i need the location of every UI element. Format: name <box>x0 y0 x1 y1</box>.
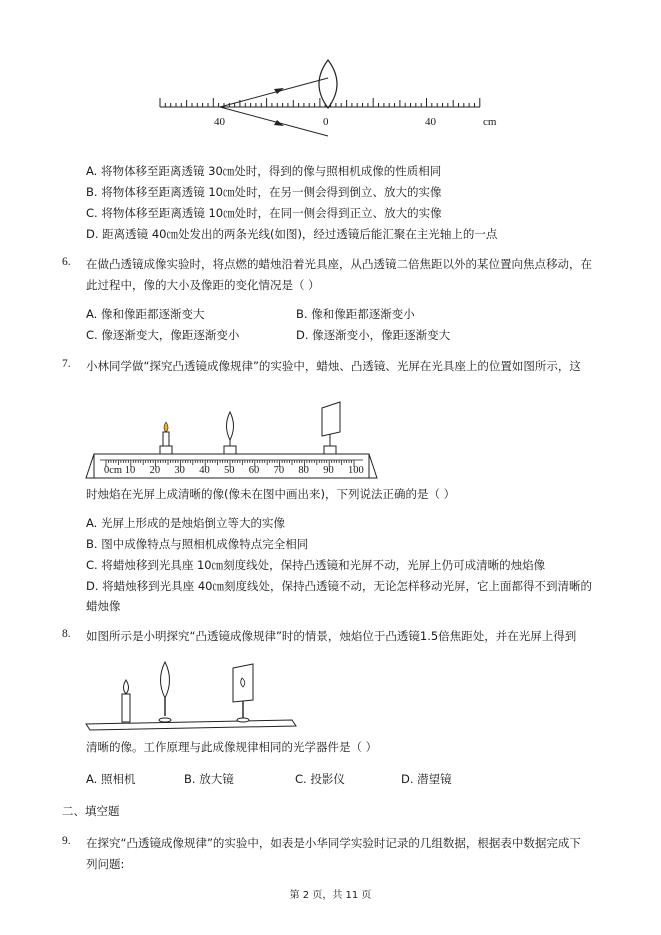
bench-tick-label: 70 <box>273 465 285 476</box>
candle-flame-icon <box>164 422 168 432</box>
q9-text-line1: 在探究“凸透镜成像规律”的实验中，如表是小华同学实验时记录的几组数据，根据表中数据完成下 <box>86 836 581 850</box>
q6-text-line2: 此过程中，像的大小及像距的变化情况是（ ） <box>86 278 320 292</box>
q5-option-a: A. 将物体移至距离透镜 30㎝处时，得到的像与照相机成像的性质相同 <box>86 164 442 178</box>
bench-tick-label: 30 <box>174 465 185 476</box>
q6-option-c: C. 像逐渐变大，像距逐渐变小 <box>86 328 240 342</box>
q8-option-d: D. 潜望镜 <box>401 772 452 786</box>
q7-number: 7. <box>62 358 71 370</box>
q7-option-c: C. 将蜡烛移到光具座 10㎝刻度线处，保持凸透镜和光屏不动，光屏上仍可成清晰的烛焰像 <box>86 558 546 572</box>
lens-ray-figure <box>150 58 510 133</box>
q8-option-a: A. 照相机 <box>86 772 136 786</box>
bench-tick-label: 10 <box>124 465 136 476</box>
q5-option-b: B. 将物体移至距离透镜 10㎝处时，在另一侧会得到倒立、放大的实像 <box>86 185 442 199</box>
q6-option-b: B. 像和像距都逐渐变小 <box>296 307 415 321</box>
candle-lens-screen-figure <box>86 654 298 734</box>
q7-option-d-cont: 蜡烛像 <box>86 599 121 613</box>
bench-base <box>86 720 296 730</box>
q9-number: 9. <box>62 835 71 847</box>
q7-text-line1: 小林同学做“探究凸透镜成像规律”的实验中，蜡烛、凸透镜、光屏在光具座上的位置如图所示，这 <box>86 359 581 373</box>
page-footer: 第 2 页，共 11 页 <box>289 890 372 901</box>
candle-stand <box>160 446 172 454</box>
axis-label-right: 40 <box>425 116 436 128</box>
q8-number: 8. <box>62 628 71 640</box>
q6-number: 6. <box>62 256 71 268</box>
bench-tick-label: 50 <box>224 465 235 476</box>
bench-tick-label: 40 <box>199 465 210 476</box>
q9-text-line2: 列问题: <box>86 857 125 871</box>
candle <box>163 432 169 446</box>
axis-label-left: 40 <box>214 116 225 128</box>
axis-unit: cm <box>483 116 497 128</box>
q8-text-line1: 如图所示是小明探究“凸透镜成像规律”时的情景，烛焰位于凸透镜1.5倍焦距处，并在光屏上得到 <box>86 629 577 643</box>
q6-option-a: A. 像和像距都逐渐变大 <box>86 307 205 321</box>
bench-tick-label: 0cm <box>104 465 123 476</box>
q6-option-d: D. 像逐渐变小，像距逐渐变大 <box>296 328 451 342</box>
q8-text-line2: 清晰的像。工作原理与此成像规律相同的光学器件是（ ） <box>86 740 378 754</box>
bench-tick-label: 60 <box>248 465 260 476</box>
lens-stand <box>224 446 236 454</box>
light-ray-upper <box>220 78 328 107</box>
candle-flame-icon <box>124 680 129 694</box>
q5-option-c: C. 将物体移至距离透镜 10㎝处时，在同一侧会得到正立、放大的实像 <box>86 206 442 220</box>
bench-tick-label: 20 <box>149 465 161 476</box>
ray-arrow-lower <box>274 120 284 126</box>
q7-option-b: B. 图中成像特点与照相机成像特点完全相同 <box>86 537 309 551</box>
axis-label-center: 0 <box>323 116 329 128</box>
bench-tick-label: 100 <box>348 465 364 476</box>
q8-option-b: B. 放大镜 <box>184 772 234 786</box>
section-heading: 二、填空题 <box>62 804 120 818</box>
bench-tick-label: 80 <box>298 465 309 476</box>
q7-option-a: A. 光屏上形成的是烛焰倒立等大的实像 <box>86 516 285 530</box>
light-ray-lower <box>220 107 328 136</box>
bench-tick-label: 90 <box>323 465 334 476</box>
q8-option-c: C. 投影仪 <box>295 772 345 786</box>
candle <box>122 694 130 722</box>
lens-icon <box>161 662 170 698</box>
q7-text-line2: 时烛焰在光屏上成清晰的像(像未在图中画出来)，下列说法正确的是（ ） <box>86 487 456 501</box>
convex-lens <box>319 60 337 108</box>
q6-text-line1: 在做凸透镜成像实验时，将点燃的蜡烛沿着光具座，从凸透镜二倍焦距以外的某位置向焦点移动，在 <box>86 257 592 271</box>
screen-stand <box>324 446 336 454</box>
q5-option-d: D. 距离透镜 40㎝处发出的两条光线(如图)，经过透镜后能汇聚在主光轴上的一点 <box>86 227 498 241</box>
ray-arrow-upper <box>274 88 284 94</box>
ruler-axis <box>160 98 480 107</box>
light-screen <box>322 402 340 436</box>
lens-icon <box>227 412 234 440</box>
q7-option-d: D. 将蜡烛移到光具座 40㎝刻度线处，保持凸透镜不动，无论怎样移动光屏，它上面都得不到清晰的 <box>86 579 592 593</box>
